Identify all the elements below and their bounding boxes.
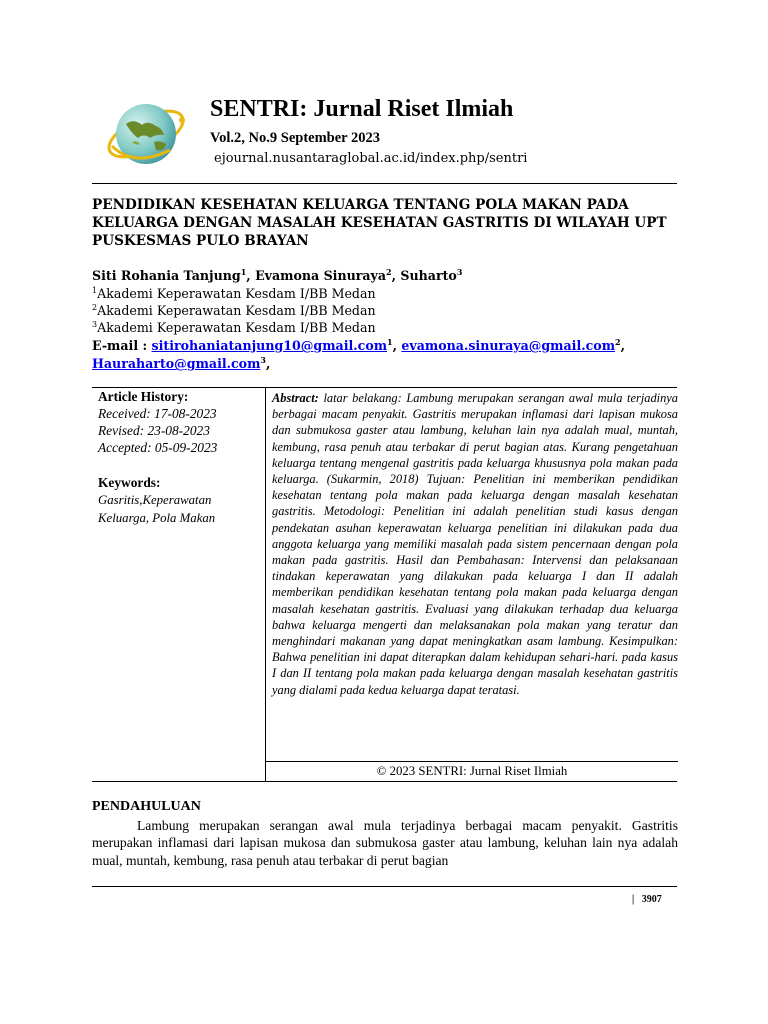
author-sup: 3 (456, 266, 463, 277)
article-history-heading: Article History: (98, 389, 189, 404)
email-link[interactable]: sitirohaniatanjung10@gmail.com (151, 338, 388, 353)
email-sep: , (620, 338, 625, 353)
affiliation-sup: 2 (92, 302, 98, 312)
keywords-line: Gasritis,Keperawatan (98, 493, 212, 507)
intro-paragraph: Lambung merupakan serangan awal mula terjadinya berbagai macam penyakit. Gastritis merupakan inflamasi dari lapisan mukosa dan submukosa gaster atau lambung, keluhan lain nya adalah mual, muntah, kembung, rasa penuh atau terbakar di perut bagian (92, 818, 678, 868)
received-date: Received: 17-08-2023 (98, 406, 217, 421)
email-sup: 2 (615, 336, 621, 347)
keywords-heading: Keywords: (98, 475, 161, 490)
accepted-date: Accepted: 05-09-2023 (98, 440, 218, 455)
author-sup: 2 (386, 266, 392, 277)
journal-title: SENTRI: Jurnal Riset Ilmiah (210, 96, 514, 122)
author-name: Suharto (400, 268, 457, 283)
email-sep: , (392, 338, 402, 353)
page-number-value: 3907 (641, 894, 662, 905)
volume-line: Vol.2, No.9 September 2023 (210, 130, 380, 146)
author-line (92, 268, 462, 283)
author-name: Siti Rohania Tanjung (92, 268, 241, 283)
abstract (272, 390, 678, 698)
revised-date: Revised: 23-08-2023 (98, 423, 210, 438)
abstract-label: Abstract: (272, 391, 319, 405)
email-line (92, 337, 677, 373)
journal-url[interactable]: ejournal.nusantaraglobal.ac.id/index.php/sentri (214, 151, 528, 166)
affiliation (92, 286, 376, 301)
affiliation (92, 320, 376, 335)
box-bottom-rule (92, 781, 677, 782)
email-link[interactable]: evamona.sinuraya@gmail.com (401, 338, 616, 353)
affiliation-text: Akademi Keperawatan Kesdam I/BB Medan (97, 286, 376, 301)
footer-rule (92, 886, 677, 887)
email-sup: 1 (387, 336, 393, 347)
header-rule (92, 183, 677, 184)
affiliation (92, 303, 376, 318)
box-top-rule (92, 387, 677, 388)
keywords-line: Keluarga, Pola Makan (98, 511, 216, 525)
author-sep: , (246, 268, 256, 283)
email-label: E-mail : (92, 338, 152, 353)
affiliation-sup: 3 (92, 319, 98, 329)
email-sup: 3 (260, 354, 266, 365)
email-link[interactable]: Hauraharto@gmail.com (92, 356, 261, 371)
author-sep: , (391, 268, 401, 283)
page-separator: | (632, 894, 635, 905)
copyright: © 2023 SENTRI: Jurnal Riset Ilmiah (376, 764, 568, 778)
page-number (632, 894, 662, 905)
author-name: Evamona Sinuraya (255, 268, 387, 283)
globe-logo-icon (104, 98, 190, 170)
abstract-text: latar belakang: Lambung merupakan serangan awal mula terjadinya berbagai macam penyakit. Gastritis merupakan inflamasi dari lapisan mukosa dan submukosa gaster atau lambung, keluhan lain nya adalah mual, muntah, kembung, rasa penuh atau terbakar di perut bagian atas. Kurang pengetahuan keluarga tentang mengenal gastritis pada keluarga khususnya pola makan pada keluarga. (Sukarmin, 2018) Tujuan: Penelitian ini memberikan pendidikan kesehatan tentang pola makan pada keluarga dengan masalah kesehatan gastritis. Metodologi: Penelitian ini adalah penelitian studi kasus dengan pendekatan asuhan keperawatan keluarga penelitian ini dilakukan pada dua anggota keluarga yang memiliki masalah pada sistem pencernaan dengan pola makan pada gastritis. Hasil dan Pembahasan: Intervensi dan pelaksanaan tindakan keperawatan yang dilakukan pada keluarga I dan II adalah memberikan pendidikan kesehatan tentang pola makan pada keluarga dengan masalah kesehatan gastritis. Evaluasi yang dilakukan terhadap dua keluarga bahwa keluarga mengerti dan melaksanakan pola makan yang teratur dan menghindari makanan yang dapat meningkatkan asam lambung. Kesimpulkan: Bahwa penelitian ini dapat diterapkan dalam kehidupan sehari-hari. pada kasus I dan II tentang pola makan pada keluarga dengan masalah kesehatan gastritis yang dialami pada kedua keluarga dapat teratasi. (272, 391, 678, 697)
section-heading: PENDAHULUAN (92, 799, 201, 814)
article-title: PENDIDIKAN KESEHATAN KELUARGA TENTANG POLA MAKAN PADA KELUARGA DENGAN MASALAH KESEHATAN GASTRITIS DI WILAYAH UPT PUSKESMAS PULO BRAYAN (92, 197, 667, 249)
affiliation-text: Akademi Keperawatan Kesdam I/BB Medan (97, 303, 376, 318)
affiliation-text: Akademi Keperawatan Kesdam I/BB Medan (97, 320, 376, 335)
author-sup: 1 (240, 266, 247, 277)
affiliation-sup: 1 (92, 285, 98, 295)
email-sep: , (266, 356, 271, 371)
abstract-bottom-rule (265, 761, 678, 762)
box-divider (265, 387, 266, 781)
